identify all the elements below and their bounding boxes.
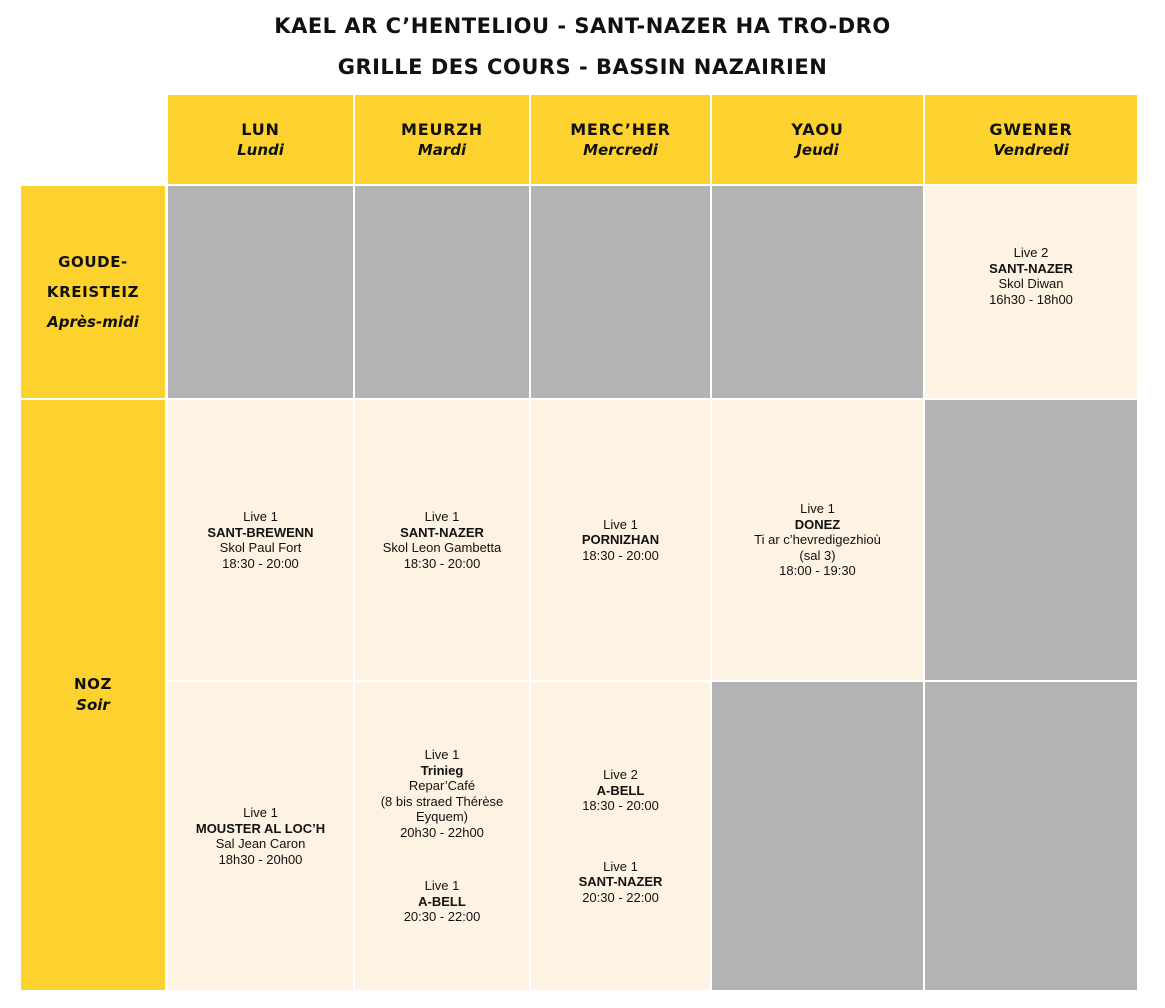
- class-city: A-BELL: [418, 893, 466, 909]
- empty-slot: [531, 186, 710, 398]
- day-name-french: Jeudi: [796, 141, 839, 159]
- class-time: 20:30 - 22:00: [582, 889, 659, 905]
- class-entry: [383, 509, 502, 571]
- class-slot-wednesday-evening-late: [531, 682, 710, 990]
- row-label-evening: [21, 400, 165, 990]
- row-label-afternoon: [21, 186, 165, 398]
- class-time: 18:00 - 19:30: [779, 563, 856, 579]
- class-slot-monday-evening: [168, 400, 353, 680]
- day-name-breton: MEURZH: [401, 120, 483, 139]
- class-city: SANT-NAZER: [578, 874, 663, 889]
- empty-slot: [712, 186, 923, 398]
- class-level: Live 1: [243, 509, 278, 524]
- class-entry: [196, 805, 325, 867]
- class-slot-friday-afternoon: [925, 186, 1137, 398]
- class-slot-tuesday-evening-late: [355, 682, 529, 990]
- class-city: SANT-BREWENN: [207, 524, 314, 540]
- class-time: 20h30 - 22h00: [400, 824, 484, 840]
- day-name-french: Mardi: [417, 141, 467, 159]
- schedule-title-french: GRILLE DES COURS - BASSIN NAZAIRIEN: [337, 55, 828, 79]
- day-header-tuesday: [355, 95, 529, 184]
- class-level: Live 1: [424, 747, 460, 763]
- class-level: Live 1: [243, 805, 278, 820]
- day-header-wednesday: [531, 95, 710, 184]
- row-label-breton: NOZ: [74, 675, 112, 693]
- class-city: PORNIZHAN: [581, 532, 660, 548]
- day-header-monday: [168, 95, 353, 184]
- class-entry: [754, 501, 881, 579]
- class-venue-detail: (8 bis straed Thérèse Eyquem): [380, 793, 504, 825]
- class-entry: [404, 878, 481, 925]
- class-slot-monday-evening-late: [168, 682, 353, 990]
- class-venue-detail: (sal 3): [799, 547, 836, 563]
- class-time: 20:30 - 22:00: [403, 909, 481, 925]
- class-entry: [207, 509, 313, 571]
- day-name-breton: LUN: [241, 120, 280, 139]
- class-city: A-BELL: [596, 782, 645, 798]
- class-level: Live 2: [603, 767, 638, 782]
- day-name-french: Mercredi: [583, 141, 658, 159]
- day-name-breton: MERC’HER: [570, 120, 671, 139]
- class-level: Live 1: [424, 878, 460, 894]
- class-time: 18:30 - 20:00: [582, 547, 659, 563]
- class-slot-thursday-evening: [712, 400, 923, 680]
- day-header-friday: [925, 95, 1137, 184]
- class-venue: Repar’Café: [408, 778, 476, 794]
- class-level: Live 1: [424, 509, 460, 524]
- class-time: 16h30 - 18h00: [989, 291, 1073, 307]
- class-level: Live 1: [603, 858, 638, 874]
- class-slot-wednesday-evening: [531, 400, 710, 680]
- empty-slot: [925, 400, 1137, 680]
- row-label-french: Après-midi: [47, 313, 139, 331]
- class-city: SANT-NAZER: [989, 260, 1073, 276]
- class-venue: Skol Leon Gambetta: [382, 540, 502, 555]
- day-name-breton: YAOU: [791, 120, 844, 139]
- class-city: MOUSTER AL LOC’H: [195, 820, 326, 836]
- class-entry: [579, 859, 663, 906]
- day-name-french: Vendredi: [993, 141, 1069, 159]
- class-level: Live 2: [1013, 245, 1049, 260]
- class-entry: [582, 517, 659, 564]
- class-city: SANT-NAZER: [400, 524, 484, 540]
- class-city: DONEZ: [794, 516, 841, 532]
- class-venue: Skol Diwan: [998, 276, 1064, 291]
- day-name-breton: GWENER: [989, 120, 1073, 139]
- class-time: 18h30 - 20h00: [218, 851, 303, 867]
- class-slot-tuesday-evening: [355, 400, 529, 680]
- empty-slot: [168, 186, 353, 398]
- row-label-french: Soir: [76, 696, 110, 714]
- class-level: Live 1: [603, 516, 638, 532]
- empty-slot: [712, 682, 923, 990]
- day-header-thursday: [712, 95, 923, 184]
- class-entry: [367, 747, 517, 840]
- class-entry: [989, 245, 1073, 307]
- day-name-french: Lundi: [237, 141, 284, 159]
- class-venue: Skol Paul Fort: [219, 540, 302, 555]
- class-city: Trinieg: [420, 762, 464, 778]
- schedule-title-breton: KAEL AR C’HENTELIOU - SANT-NAZER HA TRO-DRO: [274, 14, 891, 38]
- empty-slot: [355, 186, 529, 398]
- row-label-breton: KREISTEIZ: [46, 283, 140, 301]
- class-entry: [582, 767, 659, 814]
- class-venue: Ti ar c’hevredigezhioù: [754, 532, 881, 548]
- class-venue: Sal Jean Caron: [215, 836, 306, 851]
- class-level: Live 1: [800, 501, 835, 517]
- class-time: 18:30 - 20:00: [222, 555, 299, 571]
- empty-slot: [925, 682, 1137, 990]
- row-label-breton: GOUDE-: [58, 253, 128, 271]
- class-time: 18:30 - 20:00: [403, 555, 481, 571]
- class-time: 18:30 - 20:00: [582, 798, 659, 813]
